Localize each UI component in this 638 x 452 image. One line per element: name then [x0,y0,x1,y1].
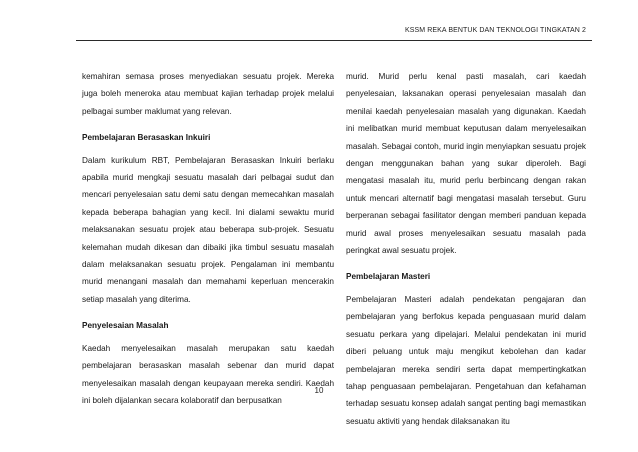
page-number: 10 [314,386,324,395]
header-rule [76,40,592,41]
continuation-paragraph: murid. Murid perlu kenal pasti masalah, cari kaedah penyelesaian, laksanakan operasi penyelesaian masalah dan menilai kaedah penyelesaian masalah yang digunakan. Kaedah ini melibatkan murid membuat keputusan dalam menyelesaikan masalah. Sebagai contoh, murid ingin menyiapkan sesuatu projek dengan menggunakan bahan yang sukar diperoleh. Bagi mengatasi masalah itu, murid perlu berbincang dengan rakan untuk mencari alternatif bagi mengatasi masalah tersebut. Guru berperanan sebagai fasilitator dengan memberi panduan kepada murid awal proses menyelesaikan sesuatu masalah pada peringkat awal sesuatu projek. [346,72,586,256]
inquiry-paragraph: Dalam kurikulum RBT, Pembelajaran Berasaskan Inkuiri berlaku apabila murid mengkaji sesuatu masalah dari pelbagai sudut dan mencari penyelesaian satu demi satu dengan memecahkan masalah kepada beberapa bahagian yang kecil. Ini dialami sewaktu murid melaksanakan sesuatu projek atau beberapa sub-projek. Sesuatu kelemahan mudah dikesan dan dibaiki jika timbul sesuatu masalah dalam melaksanakan sesuatu projek. Pengalaman ini membantu murid menangani masalah dan memahami keperluan mencerakin setiap masalah yang diterima. [82,155,334,304]
left-column [82,68,334,409]
right-column [346,68,586,430]
page-header-title: KSSM REKA BENTUK DAN TEKNOLOGI TINGKATAN 2 [404,27,586,34]
inquiry-heading: Pembelajaran Berasaskan Inkuiri [82,133,211,143]
intro-paragraph: kemahiran semasa proses menyediakan sesuatu projek. Mereka juga boleh meneroka atau membuat kajian terhadap projek melalui pelbagai sumber maklumat yang relevan. [82,72,334,116]
mastery-paragraph: Pembelajaran Masteri adalah pendekatan pengajaran dan pembelajaran yang berfokus kepada penguasaan murid dalam sesuatu perkara yang dipelajari. Melalui pendekatan ini murid diberi peluang untuk maju mengikut kebolehan dan kadar pembelajaran mereka sendiri serta dapat mempertingkatkan tahap penguasaan pembelajaran. Pengetahuan dan kefahaman terhadap sesuatu konsep adalah sangat penting bagi memastikan sesuatu aktiviti yang hendak dilaksanakan itu [346,294,586,426]
problem-solving-heading: Penyelesaian Masalah [82,321,169,331]
problem-solving-paragraph: Kaedah menyelesaikan masalah merupakan satu kaedah pembelajaran berasaskan masalah sebenar dan murid dapat menyelesaikan masalah dengan keupayaan mereka sendiri. Kaedah ini boleh dijalankan secara kolaboratif dan berpusatkan [82,343,334,405]
mastery-heading: Pembelajaran Masteri [346,272,431,282]
